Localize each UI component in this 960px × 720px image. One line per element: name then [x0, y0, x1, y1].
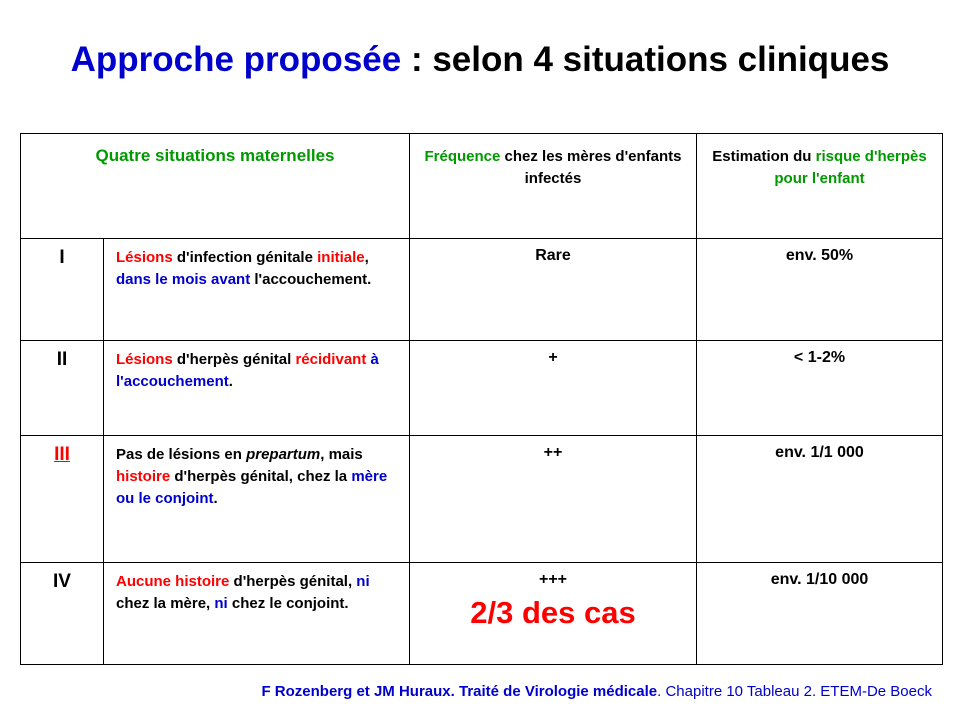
text-segment: I: [59, 247, 65, 268]
situation-number: [21, 239, 104, 341]
text-segment: chez le conjoint.: [227, 595, 349, 612]
text-segment: prepartum: [246, 446, 321, 463]
table-row: [21, 563, 943, 665]
text-segment: récidivant: [295, 351, 367, 368]
text-segment: < 1-2%: [793, 349, 846, 366]
text-segment: env. 1/1 000: [775, 444, 864, 461]
text-segment: ++: [543, 444, 563, 461]
risk-cell: [697, 239, 943, 341]
table-row: [21, 341, 943, 436]
text-segment: d'herpès génital: [172, 351, 296, 368]
source-citation: [261, 683, 932, 700]
frequency-cell: [410, 341, 697, 436]
frequency-value: [539, 571, 567, 588]
text-segment: Quatre situations maternelles: [95, 146, 335, 165]
text-segment: +: [548, 349, 558, 366]
text-segment: d'herpès génital, chez la: [170, 468, 352, 485]
text-segment: risque: [815, 148, 861, 165]
table-row: [21, 239, 943, 341]
text-segment: . Chapitre 10 Tableau 2. ETEM-De Boeck: [657, 683, 932, 700]
text-segment: .: [228, 373, 233, 390]
text-segment: mère ou le conjoint: [116, 468, 388, 507]
text-segment: initiale: [317, 249, 365, 266]
text-segment: , mais: [320, 446, 363, 463]
risk-cell: [697, 563, 943, 665]
text-segment: d'herpès génital,: [229, 573, 357, 590]
situation-number: [21, 341, 104, 436]
text-segment: : selon 4 situations cliniques: [401, 40, 890, 79]
frequency-note: 2/3 des cas: [470, 595, 636, 630]
text-segment: Estimation du: [712, 148, 816, 165]
situation-number: [21, 563, 104, 665]
text-segment: Approche proposée: [70, 40, 402, 79]
table-header-row: [21, 134, 943, 239]
risk-cell: [697, 341, 943, 436]
text-segment: d'herpès pour l'enfant: [774, 148, 927, 187]
text-segment: d'infection génitale: [172, 249, 318, 266]
text-segment: à l'accouchement: [116, 351, 379, 390]
frequency-cell: [410, 239, 697, 341]
text-segment: ni: [214, 595, 228, 612]
text-segment: chez la mère,: [116, 595, 215, 612]
text-segment: Aucune histoire: [116, 573, 230, 590]
text-segment: +++: [538, 571, 568, 588]
text-segment: II: [56, 349, 68, 370]
text-segment: ni: [356, 573, 370, 590]
text-segment: III: [54, 444, 70, 465]
clinical-situations-table: [20, 133, 943, 665]
page-title: [0, 40, 960, 80]
text-segment: .: [213, 490, 218, 507]
frequency-cell: [410, 436, 697, 563]
situation-number: [21, 436, 104, 563]
text-segment: F Rozenberg et JM Huraux.: [261, 683, 459, 700]
text-segment: Lésions: [116, 249, 173, 266]
header-frequency: [410, 134, 697, 239]
situation-description: [104, 436, 410, 563]
situation-description: [104, 563, 410, 665]
text-segment: env. 50%: [785, 247, 854, 264]
text-segment: Rare: [535, 247, 571, 264]
frequency-cell: [410, 563, 697, 665]
text-segment: l'accouchement.: [250, 271, 372, 288]
table-row: [21, 436, 943, 563]
text-segment: Fréquence: [424, 148, 501, 165]
header-maternal-situations: [21, 134, 410, 239]
situation-description: [104, 341, 410, 436]
text-segment: ,: [364, 249, 369, 266]
text-segment: chez les mères d'enfants infectés: [500, 148, 682, 187]
text-segment: Lésions: [116, 351, 173, 368]
header-risk-estimate: [697, 134, 943, 239]
text-segment: env. 1/10 000: [770, 571, 869, 588]
text-segment: Pas de lésions en: [116, 446, 247, 463]
text-segment: dans le mois avant: [116, 271, 251, 288]
text-segment: IV: [53, 571, 71, 592]
text-segment: histoire: [116, 468, 171, 485]
situation-description: [104, 239, 410, 341]
text-segment: Traité de Virologie médicale: [458, 683, 658, 700]
risk-cell: [697, 436, 943, 563]
